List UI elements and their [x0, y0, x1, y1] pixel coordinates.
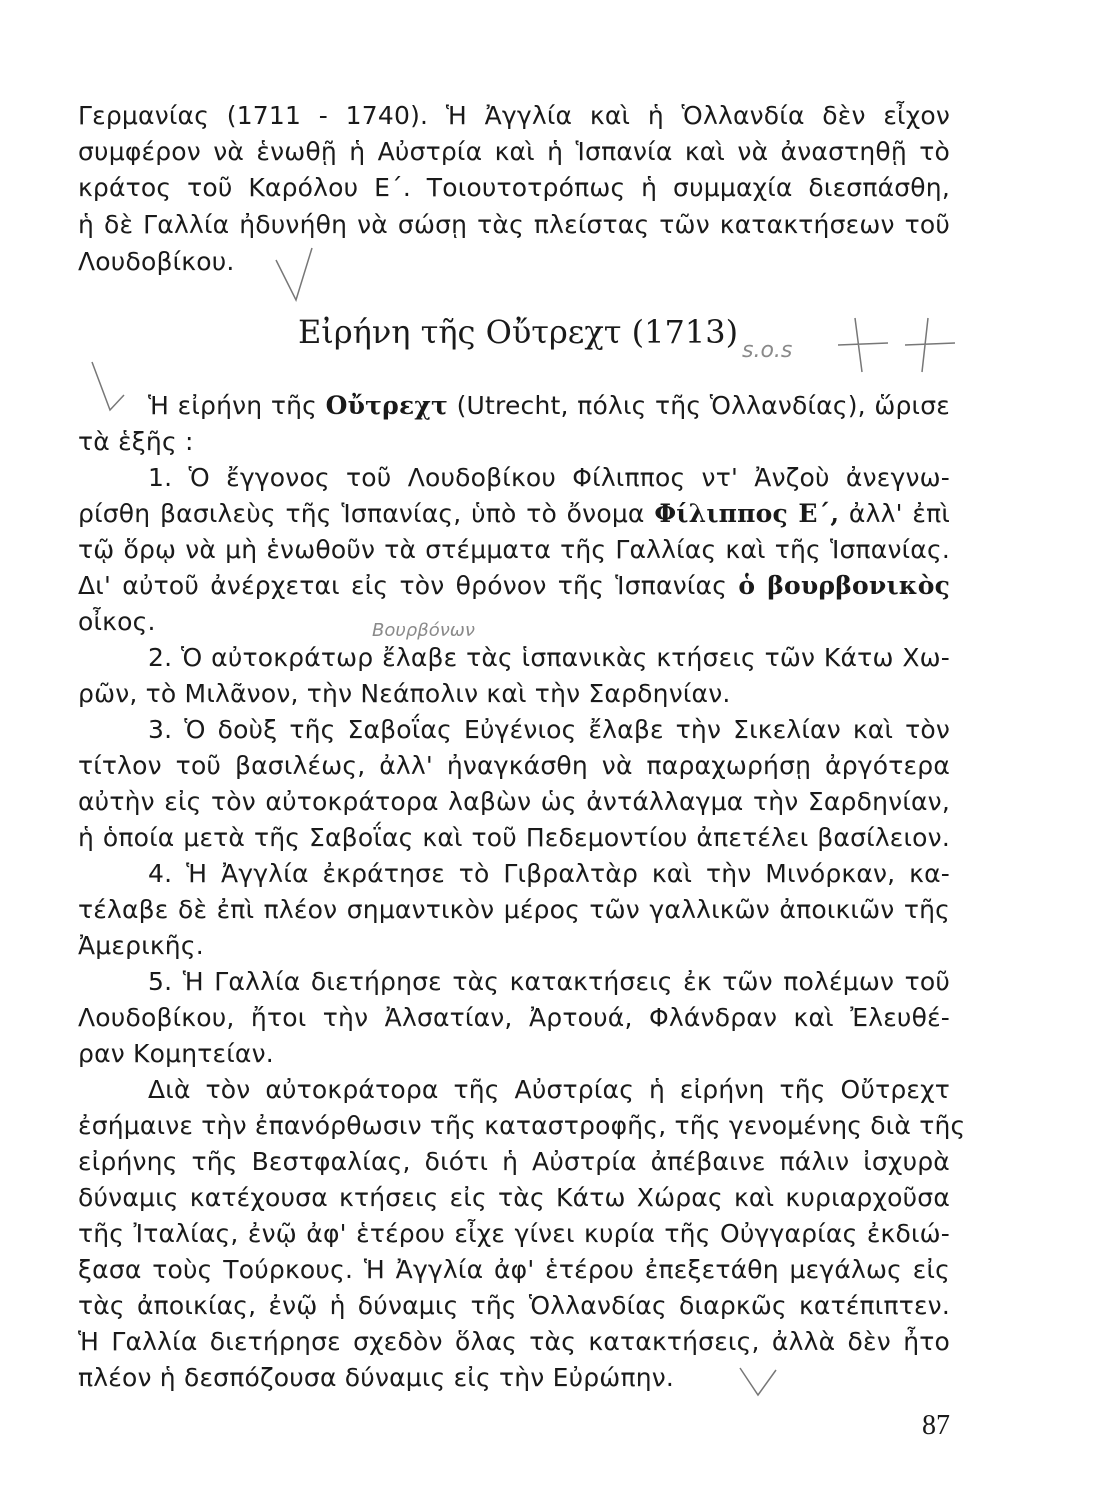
paragraph-line: τὰ ἑξῆς : — [78, 427, 194, 456]
text-run: ρίσθη βασιλεὺς τῆς Ἱσπανίας, ὑπὸ τὸ ὄνομα — [78, 499, 655, 528]
paragraph-line: Διὰ τὸν αὐτοκράτορα τῆς Αὐστρίας ἡ εἰρήνη τῆς Οὔτρεχτ — [148, 1075, 950, 1104]
paragraph-line: τὰς ἀποικίας, ἐνῷ ἡ δύναμις τῆς Ὁλλανδίας διαρκῶς κατέπιπτεν. — [78, 1291, 950, 1320]
pencil-note: s.o.s — [742, 338, 793, 363]
bold-term: Οὔτρεχτ — [325, 391, 449, 420]
bold-term: Φίλιππος Ε΄, — [654, 499, 840, 528]
intro-line: συμφέρον νὰ ἑνωθῇ ἡ Αὐστρία καὶ ἡ Ἱσπανία καὶ νὰ ἀναστηθῇ τὸ — [78, 137, 950, 166]
paragraph-line: δύναμις κατέχουσα κτήσεις εἰς τὰς Κάτω Χώρας καὶ κυριαρχοῦσα — [78, 1183, 950, 1212]
paragraph-line: εἰρήνης τῆς Βεστφαλίας, διότι ἡ Αὐστρία ἀπέβαινε πάλιν ἰσχυρὰ — [78, 1147, 950, 1176]
list-item-line: Ἀμερικῆς. — [78, 931, 204, 960]
list-item-line: οἶκος. — [78, 607, 156, 636]
text-run: Ἡ εἰρήνη τῆς — [148, 391, 326, 420]
list-item-line: τίτλον τοῦ βασιλέως, ἀλλ' ἠναγκάσθη νὰ παραχωρήσῃ ἀργότερα — [78, 751, 950, 780]
paragraph-line: τῆς Ἰταλίας, ἐνῷ ἀφ' ἑτέρου εἶχε γίνει κυρία τῆς Οὐγγαρίας ἐκδιώ- — [78, 1219, 950, 1248]
list-item-line: 5. Ἡ Γαλλία διετήρησε τὰς κατακτήσεις ἐκ τῶν πολέμων τοῦ — [148, 967, 950, 996]
list-item-line: 2. Ὁ αὐτοκράτωρ ἔλαβε τὰς ἱσπανικὰς κτήσεις τῶν Κάτω Χω- — [148, 643, 950, 672]
text-run: (Utrecht, πόλις τῆς Ὁλλανδίας), ὥρισε — [448, 391, 950, 420]
page-number: 87 — [922, 1410, 950, 1441]
paragraph-line: πλέον ἡ δεσπόζουσα δύναμις εἰς τὴν Εὐρώπην. — [78, 1363, 675, 1392]
intro-line: κράτος τοῦ Καρόλου Ε΄. Τοιουτοτρόπως ἡ συμμαχία διεσπάσθη, — [78, 173, 950, 202]
pencil-note: Βουρβόνων — [372, 620, 475, 641]
list-item-line: τέλαβε δὲ ἐπὶ πλέον σημαντικὸν μέρος τῶν γαλλικῶν ἀποικιῶν τῆς — [78, 895, 950, 924]
paragraph-line — [148, 390, 950, 422]
list-item-line: ἡ ὁποία μετὰ τῆς Σαβοΐας καὶ τοῦ Πεδεμοντίου ἀπετέλει βασίλειον. — [78, 823, 950, 852]
list-item-line: ραν Κομητείαν. — [78, 1039, 274, 1068]
text-run: Δι' αὐτοῦ ἀνέρχεται εἰς τὸν θρόνον τῆς Ἱσπανίας — [78, 571, 739, 600]
paragraph-line: Ἡ Γαλλία διετήρησε σχεδὸν ὅλας τὰς κατακτήσεις, ἀλλὰ δὲν ἦτο — [78, 1327, 950, 1356]
section-heading-text: Εἰρήνη τῆς Οὔτρεχτ (1713) — [297, 313, 739, 351]
intro-line: Λουδοβίκου. — [78, 247, 235, 276]
list-item-line: 3. Ὁ δοὺξ τῆς Σαβοΐας Εὐγένιος ἔλαβε τὴν Σικελίαν καὶ τὸν — [148, 715, 950, 744]
intro-line: ἡ δὲ Γαλλία ἠδυνήθη νὰ σώσῃ τὰς πλείστας τῶν κατακτήσεων τοῦ — [78, 210, 950, 239]
check-mark — [92, 362, 124, 410]
paragraph-line: ἐσήμαινε τὴν ἐπανόρθωσιν τῆς καταστροφῆς, τῆς γενομένης διὰ τῆς — [78, 1111, 966, 1140]
bold-term: ὁ βουρβονικὸς — [738, 571, 950, 600]
list-item-line: ρῶν, τὸ Μιλᾶνον, τὴν Νεάπολιν καὶ τὴν Σαρδηνίαν. — [78, 679, 731, 708]
intro-line: Γερμανίας (1711 - 1740). Ἡ Ἀγγλία καὶ ἡ Ὁλλανδία δὲν εἶχον — [78, 101, 950, 130]
section-heading — [0, 312, 1116, 352]
paragraph-line: ξασα τοὺς Τούρκους. Ἡ Ἀγγλία ἀφ' ἑτέρου ἐπεξετάθη μεγάλως εἰς — [78, 1255, 950, 1284]
list-item-line: Λουδοβίκου, ἤτοι τὴν Ἀλσατίαν, Ἀρτουά, Φλάνδραν καὶ Ἐλευθέ- — [78, 1003, 950, 1032]
list-item-line: αὐτὴν εἰς τὸν αὐτοκράτορα λαβὼν ὡς ἀντάλλαγμα τὴν Σαρδηνίαν, — [78, 787, 950, 816]
list-item-line: 1. Ὁ ἔγγονος τοῦ Λουδοβίκου Φίλιππος ντ' Ἀνζοὺ ἀνεγνω- — [148, 463, 950, 492]
text-run: ἀλλ' ἐπὶ — [839, 499, 950, 528]
list-item-line: τῷ ὅρῳ νὰ μὴ ἑνωθοῦν τὰ στέμματα τῆς Γαλλίας καὶ τῆς Ἱσπανίας. — [78, 535, 950, 564]
list-item-line: 4. Ἡ Ἀγγλία ἐκράτησε τὸ Γιβραλτὰρ καὶ τὴν Μινόρκαν, κα- — [148, 859, 950, 888]
list-item-line — [78, 498, 950, 530]
list-item-line — [78, 570, 950, 602]
